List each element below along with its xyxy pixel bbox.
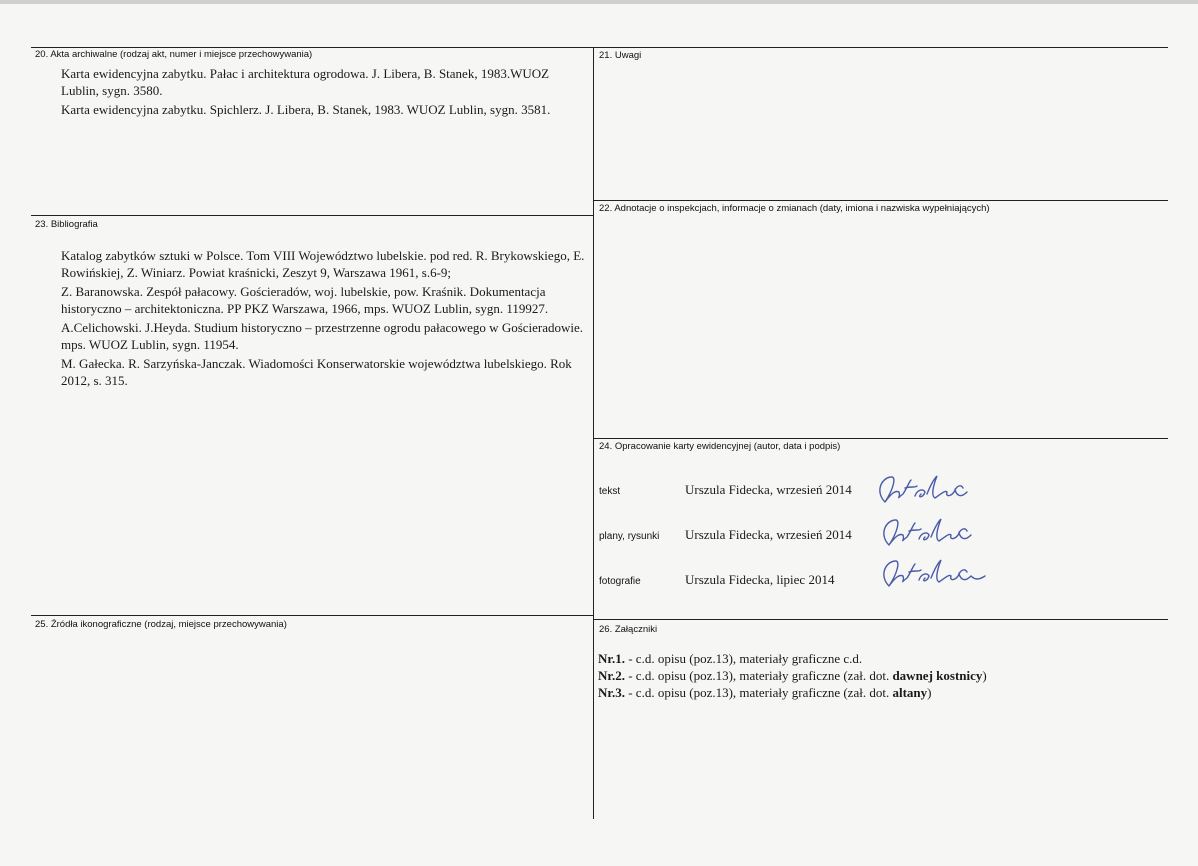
section-24-title: 24. Opracowanie karty ewidencyjnej (autor, data i podpis) xyxy=(599,441,841,452)
attachment-item xyxy=(598,667,1158,684)
handwritten-signature xyxy=(875,515,995,551)
attachment-text: - c.d. opisu (poz.13), materiały graficzne (zał. dot. xyxy=(624,668,893,683)
rule-s22 xyxy=(594,200,1168,201)
rule-s24 xyxy=(594,438,1168,439)
author-row-value: Urszula Fidecka, lipiec 2014 xyxy=(685,572,835,587)
bibliography-entry: Katalog zabytków sztuki w Polsce. Tom VIII Województwo lubelskie. pod red. R. Brykowskiego, E. Rowińskiej, Z. Winiarz. Powiat kraśnicki, Zeszyt 9, Warszawa 1961, s.6-9; xyxy=(61,248,585,280)
scan-top-edge xyxy=(0,0,1198,4)
attachment-item xyxy=(598,684,1158,701)
section-20-title: 20. Akta archiwalne (rodzaj akt, numer i miejsce przechowywania) xyxy=(35,49,313,60)
attachment-number: Nr.2. xyxy=(598,668,625,683)
archive-entry: Karta ewidencyjna zabytku. Spichlerz. J. Libera, B. Stanek, 1983. WUOZ Lublin, sygn. 3581. xyxy=(61,102,551,117)
author-row-label: fotografie xyxy=(599,576,641,587)
section-23-body xyxy=(61,247,586,391)
attachment-end: ) xyxy=(982,668,987,683)
rule-s25 xyxy=(31,615,593,616)
section-25-title: 25. Źródła ikonograficzne (rodzaj, miejsce przechowywania) xyxy=(35,619,287,630)
section-21-title: 21. Uwagi xyxy=(599,50,642,61)
attachment-number: Nr.1. xyxy=(598,651,625,666)
author-row-label: plany, rysunki xyxy=(599,531,660,542)
rule-s21 xyxy=(594,47,1168,48)
rule-s20 xyxy=(31,47,593,48)
section-22-title: 22. Adnotacje o inspekcjach, informacje o zmianach (daty, imiona i nazwiska wypełniających) xyxy=(599,203,990,214)
attachment-bold: altany xyxy=(892,685,928,700)
attachment-text: - c.d. opisu (poz.13), materiały graficzne (zał. dot. xyxy=(624,685,893,700)
author-row-value: Urszula Fidecka, wrzesień 2014 xyxy=(685,482,852,497)
bibliography-entry: Z. Baranowska. Zespół pałacowy. Gościeradów, woj. lubelskie, pow. Kraśnik. Dokumentacja historyczno – architektoniczna. PP PKZ Warszawa, 1966, mps. WUOZ Lublin, sygn. 119927. xyxy=(61,284,549,316)
attachment-item xyxy=(598,650,1158,667)
archive-entry: Karta ewidencyjna zabytku. Pałac i architektura ogrodowa. J. Libera, B. Stanek, 1983.WUOZ Lublin, sygn. 3580. xyxy=(61,66,550,98)
author-row-photos xyxy=(599,566,1159,596)
section-26-title: 26. Załączniki xyxy=(599,624,658,635)
section-23-title: 23. Bibliografia xyxy=(35,219,98,230)
attachment-bold: dawnej kostnicy xyxy=(892,668,983,683)
attachment-number: Nr.3. xyxy=(598,685,625,700)
attachment-text: - c.d. opisu (poz.13), materiały graficzne c.d. xyxy=(624,651,863,666)
bibliography-entry: A.Celichowski. J.Heyda. Studium historyczno – przestrzenne ogrodu pałacowego w Gościeradowie. mps. WUOZ Lublin, sygn. 11954. xyxy=(61,320,584,352)
bibliography-entry: M. Gałecka. R. Sarzyńska-Janczak. Wiadomości Konserwatorskie województwa lubelskiego. Rok 2012, s. 315. xyxy=(61,356,572,388)
author-row-value: Urszula Fidecka, wrzesień 2014 xyxy=(685,527,852,542)
column-divider xyxy=(593,47,594,819)
attachment-end: ) xyxy=(927,685,932,700)
handwritten-signature xyxy=(875,556,995,592)
section-20-body xyxy=(61,65,561,120)
author-row-text xyxy=(599,476,1159,506)
attachments-list xyxy=(598,650,1158,701)
rule-s23 xyxy=(31,215,593,216)
rule-s26 xyxy=(594,619,1168,620)
author-row-plans xyxy=(599,521,1159,551)
author-row-label: tekst xyxy=(599,486,621,497)
handwritten-signature xyxy=(871,472,991,508)
